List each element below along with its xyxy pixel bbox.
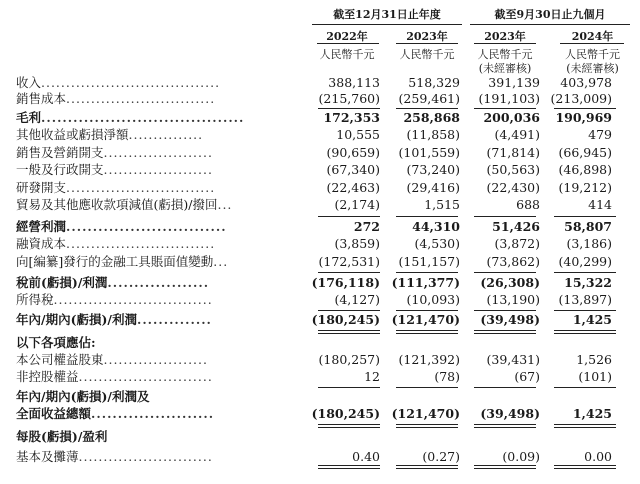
leader-dots: ................................ <box>53 292 213 307</box>
cell-value: (180,245) <box>311 406 380 421</box>
unit-label: 人民幣千元 <box>319 48 375 61</box>
total-rule <box>396 387 458 388</box>
total-rule <box>554 468 616 469</box>
total-rule <box>474 465 536 466</box>
total-rule <box>318 310 380 311</box>
row-label <box>16 146 213 160</box>
cell-value: 12 <box>364 369 380 384</box>
row-label-text: 一般及行政開支 <box>16 162 104 177</box>
total-rule <box>554 330 616 331</box>
row-label <box>16 92 215 106</box>
cell-value: (22,430) <box>486 180 540 195</box>
total-rule <box>318 108 380 109</box>
row-label-text: 年內/期內(虧損)/利潤 <box>16 312 137 327</box>
cell-value: (13,897) <box>558 292 612 307</box>
total-rule <box>474 424 536 425</box>
total-rule <box>474 108 536 109</box>
cell-value: (67) <box>514 369 540 384</box>
unaudited-label: (未經審核) <box>566 62 619 75</box>
leader-dots: ............... <box>128 127 204 142</box>
header-divider <box>470 24 630 25</box>
total-rule <box>474 387 536 388</box>
row-label-text: 其他收益或虧損淨額 <box>16 127 129 142</box>
total-rule <box>396 330 458 331</box>
row-label-text: 收入 <box>16 75 42 90</box>
row-label <box>16 353 208 367</box>
cell-value: 44,310 <box>412 219 460 234</box>
cell-value: (111,377) <box>391 275 460 290</box>
total-rule <box>318 465 380 466</box>
cell-value: (50,563) <box>486 162 540 177</box>
unit-label: 人民幣千元 <box>477 48 533 61</box>
row-label <box>16 237 215 251</box>
total-rule <box>554 310 616 311</box>
header-divider <box>312 24 462 25</box>
total-rule <box>318 468 380 469</box>
row-label <box>16 128 203 142</box>
period-header-nine-months: 截至9月30日止九個月 <box>494 8 606 21</box>
total-rule <box>554 216 616 217</box>
cell-value: (172,531) <box>318 254 380 269</box>
cell-value: (73,240) <box>406 162 460 177</box>
cell-value: (4,530) <box>414 236 460 251</box>
row-label-text: 非控股權益 <box>16 369 79 384</box>
year-underline <box>560 43 624 44</box>
cell-value: (19,212) <box>558 180 612 195</box>
row-label-text: 經營利潤 <box>16 219 67 234</box>
cell-value: (259,461) <box>398 91 460 106</box>
cell-value: (39,498) <box>480 312 540 327</box>
leader-dots: .............................. <box>66 180 216 195</box>
total-rule <box>318 330 380 331</box>
row-label-text: 稅前(虧損)/利潤 <box>16 275 108 290</box>
total-rule <box>396 333 458 334</box>
row-label-text: 融資成本 <box>16 236 67 251</box>
total-rule <box>396 468 458 469</box>
row-label <box>16 407 214 421</box>
cell-value: (46,898) <box>558 162 612 177</box>
total-rule <box>474 427 536 428</box>
row-label <box>16 370 213 384</box>
leader-dots: .............................. <box>66 219 227 234</box>
cell-value: 172,353 <box>323 110 380 125</box>
cell-value: 190,969 <box>555 110 612 125</box>
total-rule <box>554 427 616 428</box>
unit-label: 人民幣千元 <box>399 48 455 61</box>
cell-value: 51,426 <box>492 219 540 234</box>
unaudited-label: (未經審核) <box>478 62 532 75</box>
cell-value: 403,978 <box>560 75 612 90</box>
cell-value: (121,470) <box>391 312 460 327</box>
cell-value: (0.09) <box>502 449 540 464</box>
total-rule <box>554 333 616 334</box>
cell-value: 0.40 <box>352 449 380 464</box>
total-rule <box>554 465 616 466</box>
row-label-text: 毛利 <box>16 110 42 125</box>
cell-value: (10,093) <box>406 292 460 307</box>
total-rule <box>474 468 536 469</box>
leader-dots: ........................... <box>78 449 213 464</box>
cell-value: 0.00 <box>584 449 612 464</box>
total-rule <box>318 333 380 334</box>
leader-dots: ..................... <box>103 352 208 367</box>
row-label-text: 貿易及其他應收款項減值(虧損)/撥回 <box>16 197 218 212</box>
cell-value: (0.27) <box>422 449 460 464</box>
leader-dots: ...................................... <box>41 110 245 125</box>
row-label <box>16 181 215 195</box>
cell-value: (121,392) <box>398 352 460 367</box>
row-label <box>16 255 228 269</box>
cell-value: 388,113 <box>328 75 380 90</box>
row-label-text: 研發開支 <box>16 180 67 195</box>
cell-value: (180,245) <box>311 312 380 327</box>
row-label-text: 銷售成本 <box>16 91 67 106</box>
cell-value: 688 <box>516 197 540 212</box>
row-label-text: 本公司權益股東 <box>16 352 104 367</box>
row-label <box>16 163 213 177</box>
cell-value: (3,872) <box>494 236 540 251</box>
cell-value: 391,139 <box>488 75 540 90</box>
cell-value: 58,807 <box>564 219 612 234</box>
leader-dots: .............................. <box>66 236 216 251</box>
leader-dots: ....................... <box>91 406 215 421</box>
cell-value: (3,859) <box>334 236 380 251</box>
year-underline <box>474 43 536 44</box>
total-rule <box>474 310 536 311</box>
total-rule <box>318 424 380 425</box>
row-label <box>16 293 213 307</box>
row-label <box>16 76 220 90</box>
cell-value: (191,103) <box>478 91 540 106</box>
row-label-text: 全面收益總額 <box>16 406 92 421</box>
cell-value: (13,190) <box>486 292 540 307</box>
cell-value: 1,425 <box>572 312 612 327</box>
total-rule <box>396 465 458 466</box>
cell-value: 272 <box>353 219 380 234</box>
cell-value: 1,515 <box>424 197 460 212</box>
row-label-text: 以下各項應佔: <box>16 335 96 350</box>
cell-value: (67,340) <box>326 162 380 177</box>
total-rule <box>318 216 380 217</box>
row-label <box>16 450 213 464</box>
cell-value: (39,431) <box>486 352 540 367</box>
leader-dots: ................... <box>107 275 210 290</box>
row-label-text: 銷售及營銷開支 <box>16 145 104 160</box>
leader-dots: ...................... <box>103 162 213 177</box>
total-rule <box>554 424 616 425</box>
unit-label: 人民幣千元 <box>565 48 620 61</box>
cell-value: (176,118) <box>311 275 380 290</box>
cell-value: (151,157) <box>398 254 460 269</box>
cell-value: (78) <box>434 369 460 384</box>
cell-value: (29,416) <box>406 180 460 195</box>
total-rule <box>554 387 616 388</box>
cell-value: (11,858) <box>406 127 460 142</box>
cell-value: (90,659) <box>326 145 380 160</box>
total-rule <box>396 216 458 217</box>
row-label-text: 每股(虧損)/盈利 <box>16 429 108 444</box>
cell-value: 1,526 <box>576 352 612 367</box>
cell-value: (121,470) <box>391 406 460 421</box>
row-label <box>16 276 209 290</box>
total-rule <box>318 427 380 428</box>
total-rule <box>554 272 616 273</box>
cell-value: (180,257) <box>318 352 380 367</box>
cell-value: (26,308) <box>480 275 540 290</box>
cell-value: (215,760) <box>318 91 380 106</box>
total-rule <box>474 333 536 334</box>
cell-value: 479 <box>588 127 612 142</box>
row-label-text: 向[編纂]發行的金融工具賬面值變動 <box>16 254 214 269</box>
cell-value: 200,036 <box>483 110 540 125</box>
cell-value: (2,174) <box>334 197 380 212</box>
total-rule <box>396 310 458 311</box>
cell-value: (22,463) <box>326 180 380 195</box>
cell-value: 258,868 <box>403 110 460 125</box>
leader-dots: .............. <box>136 312 212 327</box>
total-rule <box>554 108 616 109</box>
leader-dots: ........................... <box>78 369 213 384</box>
cell-value: (40,299) <box>558 254 612 269</box>
cell-value: (73,862) <box>486 254 540 269</box>
year-header: 2022年 <box>326 30 368 43</box>
leader-dots: .................................... <box>41 75 221 90</box>
total-rule <box>396 424 458 425</box>
cell-value: 15,322 <box>564 275 612 290</box>
year-underline <box>317 43 379 44</box>
total-rule <box>474 272 536 273</box>
leader-dots: ...................... <box>103 145 213 160</box>
cell-value: 518,329 <box>408 75 460 90</box>
year-header: 2023年 <box>484 30 526 43</box>
year-header: 2023年 <box>406 30 448 43</box>
total-rule <box>474 216 536 217</box>
year-header: 2024年 <box>571 30 614 43</box>
total-rule <box>396 108 458 109</box>
cell-value: (3,186) <box>566 236 612 251</box>
total-rule <box>318 387 380 388</box>
cell-value: (4,491) <box>494 127 540 142</box>
total-rule <box>396 427 458 428</box>
row-label-text: 基本及攤薄 <box>16 449 79 464</box>
row-label <box>16 198 232 212</box>
row-label <box>16 430 107 444</box>
row-label <box>16 313 212 327</box>
row-label <box>16 220 227 234</box>
cell-value: 1,425 <box>572 406 612 421</box>
row-label <box>16 336 96 350</box>
row-label-text: 所得稅 <box>16 292 54 307</box>
total-rule <box>474 330 536 331</box>
period-header-annual: 截至12月31日止年度 <box>333 8 441 21</box>
row-label-text: 年內/期內(虧損)/利潤及 <box>16 389 150 404</box>
cell-value: (66,945) <box>558 145 612 160</box>
leader-dots: .............................. <box>66 91 216 106</box>
total-rule <box>396 272 458 273</box>
cell-value: 414 <box>588 197 612 212</box>
leader-dots: ... <box>213 254 229 269</box>
cell-value: (101,559) <box>398 145 460 160</box>
cell-value: (213,009) <box>550 91 612 106</box>
row-label <box>16 111 244 125</box>
leader-dots: ... <box>217 197 233 212</box>
cell-value: (71,814) <box>486 145 540 160</box>
cell-value: (4,127) <box>334 292 380 307</box>
cell-value: (101) <box>578 369 612 384</box>
cell-value: (39,498) <box>480 406 540 421</box>
cell-value: 10,555 <box>336 127 380 142</box>
total-rule <box>318 272 380 273</box>
year-underline <box>396 43 458 44</box>
row-label <box>16 390 149 404</box>
